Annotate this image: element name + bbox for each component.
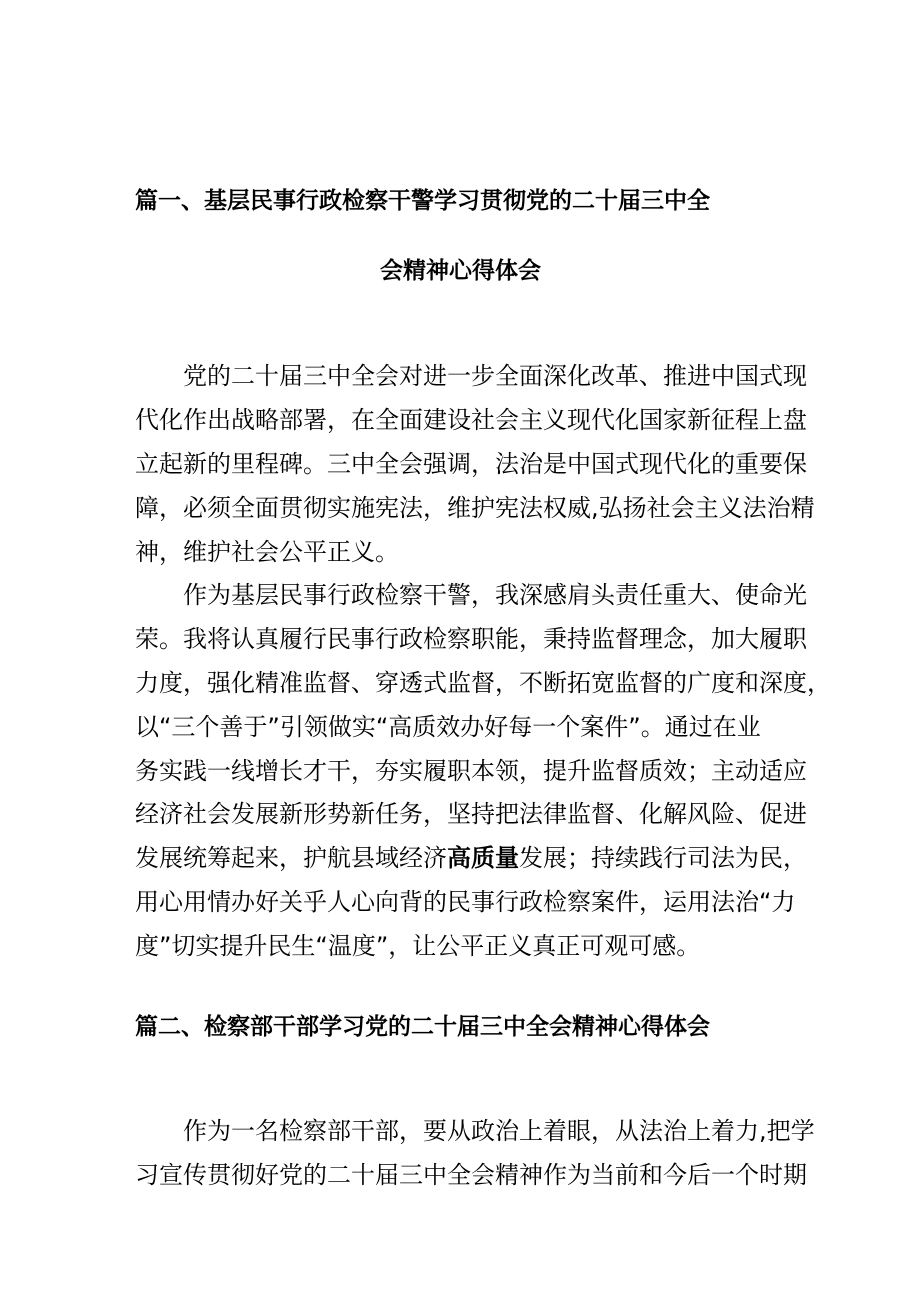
paragraph-line: 务实践一线增长才干，夯实履职本领，提升监督质效；主动适应 bbox=[135, 756, 807, 785]
paragraph-line: 作为基层民事行政检察干警，我深感肩头责任重大、使命光 bbox=[183, 581, 807, 609]
article2-paragraph-1 bbox=[135, 1110, 815, 1198]
paragraph-line: 以“三个善于”引领做实“高质效办好每一个案件”。通过在业 bbox=[135, 712, 761, 741]
paragraph-line: 荣。我将认真履行民事行政检察职能，秉持监督理念，加大履职 bbox=[135, 624, 807, 653]
paragraph-line: 代化作出战略部署，在全面建设社会主义现代化国家新征程上盘 bbox=[135, 405, 807, 434]
paragraph-line: 党的二十届三中全会对进一步全面深化改革、推进中国式现 bbox=[183, 362, 807, 390]
paragraph-line: 经济社会发展新形势新任务，坚持把法律监督、化解风险、促进 bbox=[135, 800, 807, 829]
bold-emphasis: 高质量 bbox=[447, 844, 519, 873]
article1-title-line1: 篇一、基层民事行政检察干警学习贯彻党的二十届三中全 bbox=[135, 188, 710, 214]
article1-paragraph-2 bbox=[135, 574, 831, 969]
paragraph-text: 发展统筹起来，护航县域经济 bbox=[135, 844, 447, 873]
article1-title-line2: 会精神心得体会 bbox=[380, 258, 541, 284]
paragraph-line: 障，必须全面贯彻实施宪法，维护宪法权威,弘扬社会主义法治精 bbox=[135, 493, 815, 522]
paragraph-text: 发展；持续践行司法为民， bbox=[519, 844, 807, 873]
article2-title: 篇二、检察部干部学习党的二十届三中全会精神心得体会 bbox=[135, 1014, 710, 1040]
paragraph-line bbox=[135, 837, 807, 881]
article1-paragraph-1 bbox=[135, 355, 815, 574]
paragraph-line: 神，维护社会公平正义。 bbox=[135, 537, 399, 566]
paragraph-line: 度”切实提升民生“温度”，让公平正义真正可观可感。 bbox=[135, 932, 701, 961]
paragraph-line: 用心用情办好关乎人心向背的民事行政检察案件，运用法治“力 bbox=[135, 888, 796, 917]
paragraph-line: 立起新的里程碑。三中全会强调，法治是中国式现代化的重要保 bbox=[135, 449, 807, 478]
paragraph-line: 力度，强化精准监督、穿透式监督，不断拓宽监督的广度和深度， bbox=[135, 668, 831, 697]
paragraph-line: 作为一名检察部干部，要从政治上着眼，从法治上着力,把学 bbox=[183, 1117, 815, 1145]
paragraph-line: 习宣传贯彻好党的二十届三中全会精神作为当前和今后一个时期 bbox=[135, 1160, 807, 1189]
